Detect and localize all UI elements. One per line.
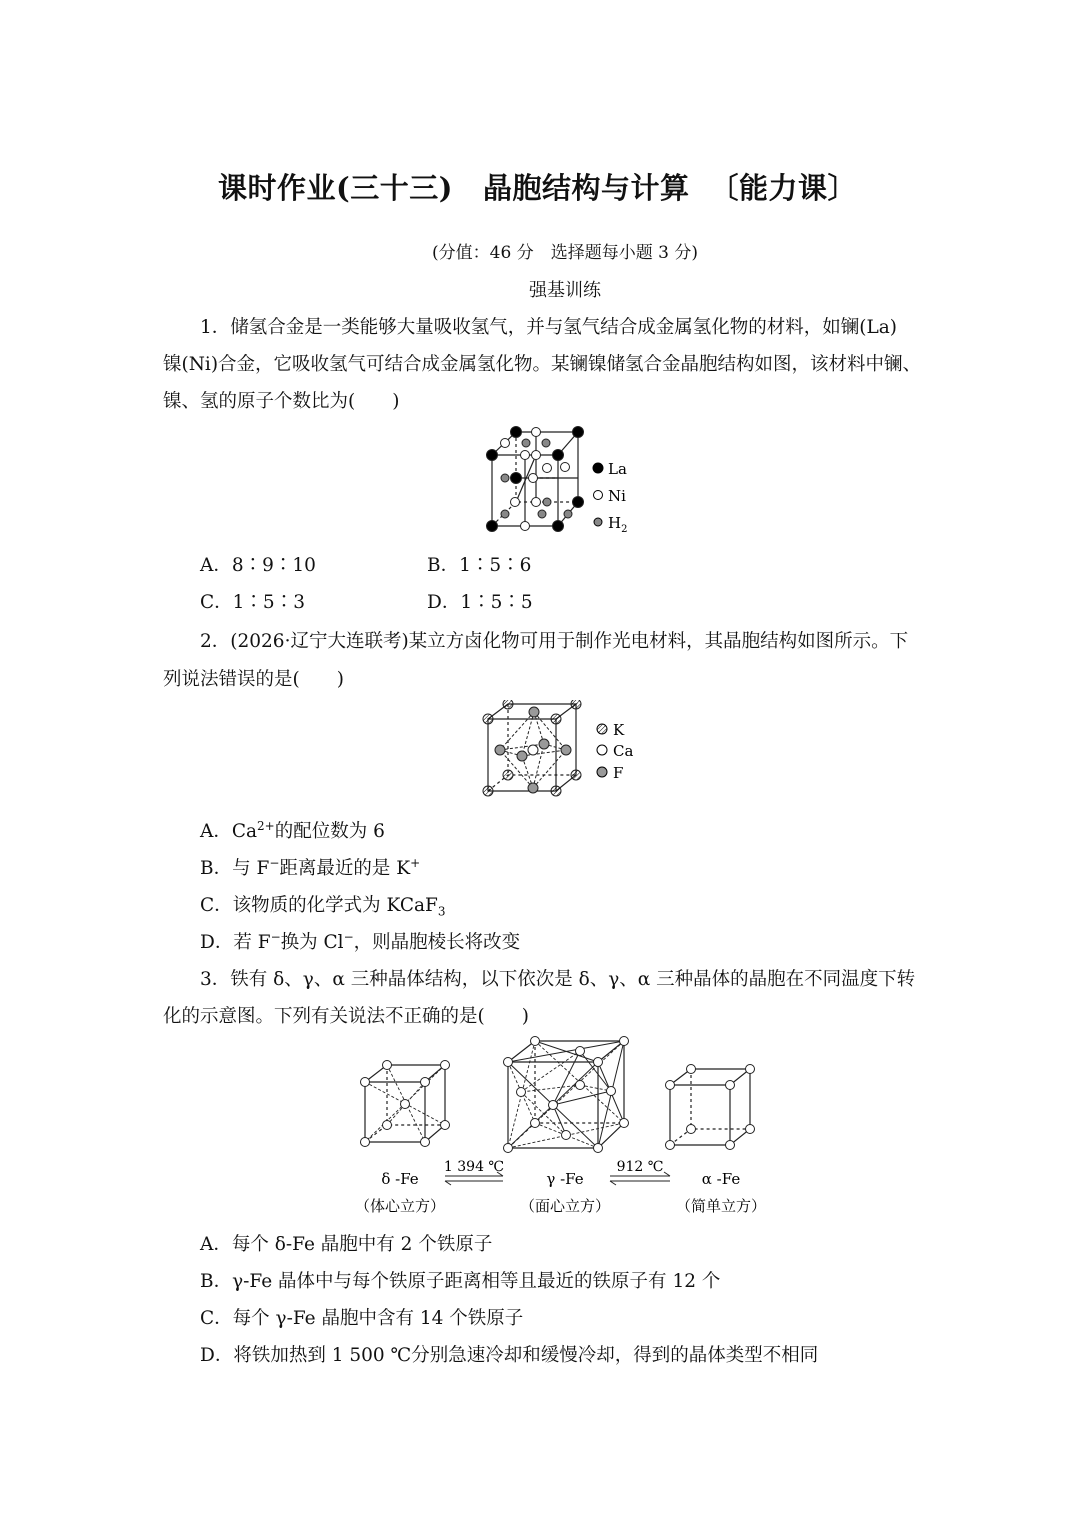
q1-line2: 镍(Ni)合金，它吸收氢气可结合成金属氢化物。某镧镍储氢合金晶胞结构如图，该材料中镧、: [163, 354, 922, 375]
legend-h2-label: $H_2$: [608, 514, 628, 535]
q3-line1: 3．铁有 δ、γ、α 三种晶体结构，以下依次是 δ、γ、α 三种晶体的晶胞在不同温度下转: [200, 969, 916, 990]
title-topic: 晶胞结构与计算: [482, 171, 690, 205]
gamma-fe-cell: [504, 1037, 629, 1153]
alpha-fe-type: （简单立方）: [675, 1197, 767, 1215]
legend-f-dot: [597, 767, 607, 777]
legend-la-label: La: [608, 460, 627, 478]
q2-line1: 2．(2026·辽宁大连联考)某立方卤化物可用于制作光电材料，其晶胞结构如图所示。下: [200, 631, 909, 652]
q2-option-b[interactable]: B．与 F−距离最近的是 K+: [200, 855, 421, 879]
page-title: [0, 166, 1075, 207]
section-heading: 强基训练: [529, 280, 601, 301]
score-info: (分值：46 分 选择题每小题 3 分): [432, 243, 698, 263]
title-main: 课时作业(三十三): [218, 171, 453, 205]
q3-option-c[interactable]: C．每个 γ-Fe 晶胞中含有 14 个铁原子: [200, 1308, 524, 1329]
q2-option-c[interactable]: C．该物质的化学式为 KCaF$_3$: [200, 895, 446, 919]
legend-k-label: K: [613, 721, 625, 739]
legend-la-dot: [593, 463, 603, 473]
legend-ca-dot: [597, 745, 607, 755]
q2-crystal-diagram: [478, 700, 648, 804]
q1-option-b[interactable]: B．1∶5∶6: [427, 555, 532, 576]
q3-option-a[interactable]: A．每个 δ-Fe 晶胞中有 2 个铁原子: [200, 1234, 493, 1255]
q3-iron-diagram: [345, 1035, 775, 1220]
legend-h2-dot: [594, 518, 602, 526]
q1-option-a[interactable]: A．8∶9∶10: [200, 555, 316, 576]
q2-option-a[interactable]: A．$Ca^{2+}$的配位数为 6: [200, 818, 385, 842]
legend-ni-dot: [594, 491, 603, 500]
temp-912: 912 ℃: [616, 1159, 664, 1175]
q3-line2: 化的示意图。下列有关说法不正确的是( ): [163, 1006, 529, 1027]
q1-line1: 1．储氢合金是一类能够大量吸收氢气，并与氢气结合成金属氢化物的材料，如镧(La): [200, 317, 898, 338]
title-tag: 〔能力课〕: [709, 171, 857, 205]
q1-option-d[interactable]: D．1∶5∶5: [427, 592, 533, 613]
q1-option-c[interactable]: C．1∶5∶3: [200, 592, 305, 613]
delta-fe-cell: [361, 1061, 450, 1147]
gamma-fe-type: （面心立方）: [519, 1197, 611, 1215]
temp-1394: 1 394 ℃: [443, 1159, 505, 1175]
q3-option-b[interactable]: B．γ-Fe 晶体中与每个铁原子距离相等且最近的铁原子有 12 个: [200, 1271, 721, 1292]
legend-ca-label: Ca: [613, 742, 634, 760]
q2-option-d[interactable]: D．若 F−换为 Cl−，则晶胞棱长将改变: [200, 929, 521, 953]
q2-atoms: [483, 700, 581, 796]
legend-f-label: F: [613, 764, 624, 782]
gamma-fe-label: γ -Fe: [546, 1170, 584, 1188]
q2-line2: 列说法错误的是( ): [163, 669, 344, 690]
legend-k-dot: [597, 724, 607, 734]
delta-fe-type: （体心立方）: [354, 1197, 446, 1215]
alpha-fe-cell: [666, 1065, 755, 1150]
legend-ni-label: Ni: [608, 487, 626, 505]
q3-option-d[interactable]: D．将铁加热到 1 500 ℃分别急速冷却和缓慢冷却，得到的晶体类型不相同: [200, 1345, 819, 1366]
q1-crystal-diagram: [480, 422, 640, 537]
alpha-fe-label: α -Fe: [701, 1170, 741, 1188]
delta-fe-label: δ -Fe: [381, 1170, 419, 1188]
q1-line3: 镍、氢的原子个数比为( ): [163, 391, 400, 412]
